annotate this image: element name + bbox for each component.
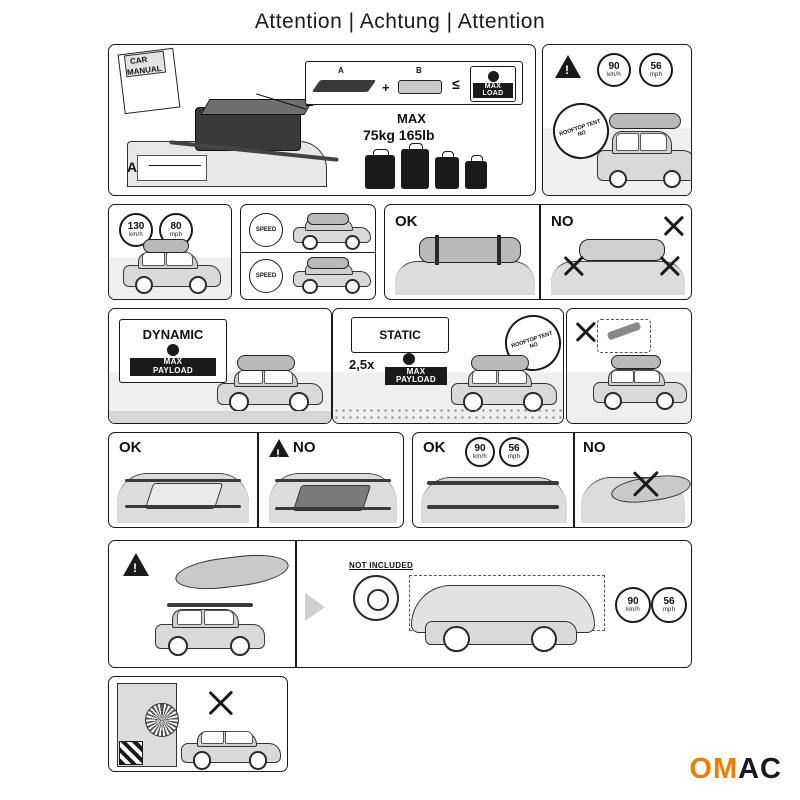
static-dot xyxy=(403,353,415,365)
not-included-label: NOT INCLUDED xyxy=(349,561,414,570)
cross-icon-no-tools xyxy=(573,319,599,345)
car-wheel-front xyxy=(302,279,317,294)
cover-speed-kmh-unit: km/h xyxy=(626,607,640,613)
car-window-front xyxy=(142,252,165,265)
crossbar-kayak-ok-1 xyxy=(427,481,559,485)
max-load-dot xyxy=(488,71,499,82)
car-window-rear xyxy=(498,370,527,383)
strap-ok-2 xyxy=(497,235,501,265)
roof-box-top xyxy=(307,213,349,225)
tool-outline xyxy=(597,319,651,353)
panel-kayak-loading xyxy=(412,432,692,528)
mat-divider xyxy=(257,433,259,528)
crossbar-no-2 xyxy=(275,507,391,510)
page-title: Attention | Achtung | Attention xyxy=(254,10,546,33)
gauge-icon-bottom xyxy=(249,259,283,293)
cover-divider xyxy=(295,541,297,668)
formula-label-b: B xyxy=(416,66,422,75)
leader-line-a xyxy=(149,165,201,166)
car-wheel-rear xyxy=(663,170,681,188)
static-bar xyxy=(385,367,447,385)
cross-icon-no-box xyxy=(661,213,687,239)
roof-surface-ok xyxy=(395,261,535,295)
panel-mat-placement xyxy=(108,432,404,528)
car-window-front xyxy=(201,731,225,743)
speed-badge-kmh-unit: km/h xyxy=(607,72,621,78)
max-weight-title: MAX xyxy=(397,111,426,126)
static-payload: PAYLOAD xyxy=(396,375,436,384)
max-load-plate xyxy=(470,66,516,102)
suitcase-3 xyxy=(435,157,459,189)
cover-speed-mph-unit: mph xyxy=(662,607,676,613)
suitcase-1 xyxy=(365,155,395,189)
panel-no-tools xyxy=(566,308,692,424)
limit-badge-80-value: 80 xyxy=(170,221,182,232)
car-illustration-wash xyxy=(181,729,279,769)
car-wheel-rear xyxy=(345,279,360,294)
arrow-right-icon xyxy=(305,593,325,621)
speed-badge-mph-value: 56 xyxy=(650,61,662,72)
gauge-icon-top xyxy=(249,213,283,247)
kayak-on-roof xyxy=(174,550,291,594)
formula-bar-icon xyxy=(312,80,376,92)
roof-box-on-suv xyxy=(609,113,681,129)
car-wheel-front xyxy=(609,170,627,188)
cargo-box-no xyxy=(579,239,665,261)
car-window-rear xyxy=(225,731,252,743)
kayak-speed-kmh-unit: km/h xyxy=(473,454,487,460)
gauge-label-bottom: SPEED xyxy=(255,273,277,279)
dynamic-max: MAX xyxy=(163,357,183,367)
car-window-rear xyxy=(166,252,193,265)
car-wheel-rear xyxy=(656,392,674,410)
car-window-rear xyxy=(264,370,293,383)
crossbar-ok-1 xyxy=(125,479,241,482)
car-under-cover xyxy=(425,603,575,651)
static-factor: 2,5x xyxy=(349,357,375,372)
cover-speed-mph-value: 56 xyxy=(663,596,675,607)
cover-speed-kmh-value: 90 xyxy=(627,596,639,607)
car-illustration-cover xyxy=(155,605,263,655)
static-max: MAX xyxy=(406,366,426,376)
panel-car-cover xyxy=(108,540,692,668)
ok-no-divider xyxy=(539,205,541,300)
dynamic-bar xyxy=(130,358,216,376)
formula-label-a: A xyxy=(338,66,344,75)
formula-plus: + xyxy=(382,80,390,95)
warning-triangle-icon-cover xyxy=(123,553,149,576)
crossbar-kayak-ok-2 xyxy=(427,505,559,509)
kayak-speed-badge-mph xyxy=(499,437,529,467)
car-wheel-front xyxy=(135,276,153,294)
tape-roll-icon xyxy=(353,575,399,621)
cover-speed-badge-mph xyxy=(651,587,687,623)
brand-logo-orange: OM xyxy=(689,753,739,785)
max-load-bar xyxy=(473,83,513,98)
dynamic-payload: PAYLOAD xyxy=(153,365,193,375)
cross-icon-no-box-2 xyxy=(561,253,587,279)
car-wheel-front xyxy=(443,626,470,653)
roof-window xyxy=(137,155,207,181)
limit-badge-130-value: 130 xyxy=(127,221,145,232)
dynamic-dot xyxy=(167,344,179,356)
limit-badge-130-unit: km/h xyxy=(129,232,143,238)
car-wheel-front xyxy=(302,235,317,250)
roof-box-bottom xyxy=(307,257,349,269)
kayak-speed-kmh-value: 90 xyxy=(474,443,486,454)
car-wheel-rear xyxy=(531,626,558,653)
brand-logo xyxy=(689,753,782,786)
warning-triangle-icon-mat xyxy=(269,439,289,457)
speed-badge-kmh xyxy=(597,53,631,87)
car-window-front xyxy=(616,133,639,151)
suitcase-2 xyxy=(401,149,429,189)
roof-box xyxy=(143,239,189,253)
car-wheel-rear xyxy=(289,392,309,412)
panel-speed-limits xyxy=(108,204,232,300)
speed-badge-kmh-value: 90 xyxy=(608,61,620,72)
label-mat-ok: OK xyxy=(119,439,142,456)
max-load-text-max: MAX xyxy=(484,83,502,90)
dynamic-plate xyxy=(119,319,227,383)
formula-box-icon xyxy=(398,80,442,94)
car-manual-label-line2: MANUAL xyxy=(126,63,163,78)
car-wheel-rear xyxy=(249,751,268,770)
roof-box-dynamic xyxy=(237,355,295,371)
suitcase-4 xyxy=(465,161,487,189)
cross-icon-car-wash xyxy=(205,687,237,719)
rooftop-tent-no-stamp-text: ROOFTOP TENT NO xyxy=(558,118,602,138)
brush-icon xyxy=(145,703,179,737)
label-kayak-ok: OK xyxy=(423,439,446,456)
car-window-front xyxy=(472,370,497,383)
kayak-speed-mph-unit: mph xyxy=(507,454,521,460)
car-wheel-rear xyxy=(189,276,207,294)
car-window-rear xyxy=(640,133,667,151)
strap-ok-1 xyxy=(435,235,439,265)
car-illustration-dynamic xyxy=(217,367,321,411)
cross-icon-no-box-3 xyxy=(657,253,683,279)
car-manual-label-line1: CAR xyxy=(129,54,148,67)
car-wheel-rear xyxy=(345,235,360,250)
gravel-ground xyxy=(333,407,564,423)
load-formula-box xyxy=(305,61,523,105)
car-wheel-front xyxy=(229,392,249,412)
car-illustration-no-tools xyxy=(593,367,685,409)
car-illustration-static xyxy=(451,367,555,411)
car-window-front xyxy=(611,370,633,383)
crossbar-no-1 xyxy=(275,479,391,482)
hazard-stripe xyxy=(119,741,143,765)
car-wheel-rear xyxy=(230,636,250,656)
car-window-rear xyxy=(204,610,234,625)
formula-le: ≤ xyxy=(452,76,460,92)
car-wheel-front xyxy=(168,636,188,656)
car-window-front xyxy=(177,610,203,625)
kayak-speed-badge-kmh xyxy=(465,437,495,467)
label-no: NO xyxy=(551,213,574,230)
cross-icon-kayak-no xyxy=(629,467,663,501)
panel-load-limits xyxy=(108,44,536,196)
warning-triangle-icon xyxy=(555,55,581,78)
panel-static-load xyxy=(332,308,564,424)
panel-rooftop-tent-speed xyxy=(542,44,692,196)
dynamic-title: DYNAMIC xyxy=(142,326,204,342)
car-window-front xyxy=(238,370,263,383)
gauge-label-top: SPEED xyxy=(255,227,277,233)
suv-illustration xyxy=(597,125,692,187)
rooftop-tent-no-stamp-static-text: ROOFTOP TENT NO xyxy=(510,330,554,350)
static-plate xyxy=(351,317,449,353)
panel-no-car-wash xyxy=(108,676,288,772)
road-surface xyxy=(109,411,331,423)
roof-rail-cover xyxy=(167,603,253,607)
panel-box-orientation xyxy=(384,204,692,300)
cover-speed-badge-kmh xyxy=(615,587,651,623)
panel-speed-gauges xyxy=(240,204,376,300)
label-mat-no: NO xyxy=(293,439,316,456)
car-wheel-front xyxy=(604,392,622,410)
car-window-rear xyxy=(634,370,660,383)
panel-dynamic-load xyxy=(108,308,332,424)
speed-badge-mph xyxy=(639,53,673,87)
kayak-divider xyxy=(573,433,575,528)
roof-box-no-tools xyxy=(611,355,661,369)
marker-a: A xyxy=(127,159,138,175)
max-weight-value: 75kg 165lb xyxy=(363,127,435,143)
label-ok: OK xyxy=(395,213,418,230)
car-illustration xyxy=(123,249,219,293)
limit-badge-80-unit: mph xyxy=(169,232,183,238)
speed-badge-mph-unit: mph xyxy=(649,72,663,78)
kayak-speed-mph-value: 56 xyxy=(508,443,520,454)
roof-box-static xyxy=(471,355,529,371)
car-wheel-front xyxy=(193,751,212,770)
static-title: STATIC xyxy=(379,328,421,342)
gauge-divider xyxy=(241,252,376,253)
crossbar-ok-2 xyxy=(125,505,241,508)
max-load-text-load: LOAD xyxy=(482,90,504,97)
brand-logo-dark: AC xyxy=(738,753,782,785)
label-kayak-no: NO xyxy=(583,439,606,456)
